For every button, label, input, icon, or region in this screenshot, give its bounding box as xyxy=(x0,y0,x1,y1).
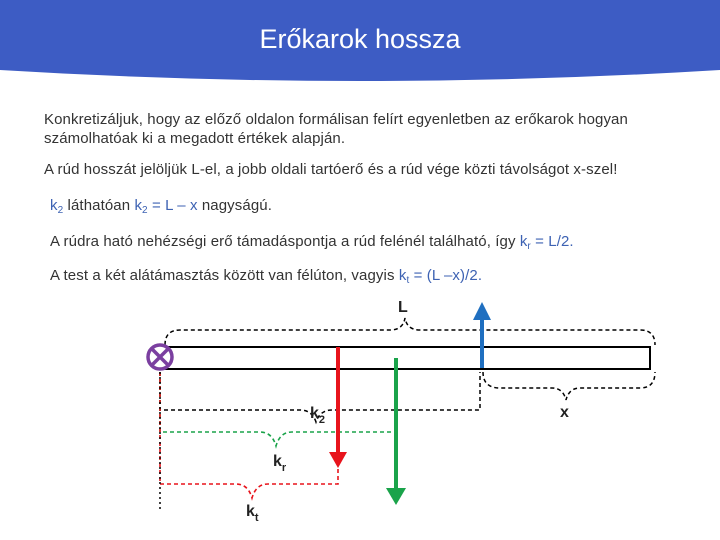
paragraph-kt: A test a két alátámasztás között van félúton, vagyis $k_t = (L$ –x)/2. xyxy=(50,267,483,286)
brace-kt xyxy=(160,372,338,498)
brace-kr xyxy=(160,372,396,446)
arrow-rod-gravity-head xyxy=(386,488,406,505)
label-kr: $k_r$ xyxy=(273,453,287,474)
pivot-cross-circle-icon xyxy=(148,345,172,369)
arrow-test-weight-head xyxy=(329,452,347,468)
label-L: L xyxy=(398,299,408,316)
paragraph-intro: Konkretizáljuk, hogy az előző oldalon formálisan felírt egyenletben az erőkarok hogyan számolhatóak ki a megadott értékek alapján. xyxy=(44,111,628,147)
arrow-support-head xyxy=(473,302,491,320)
paragraph-kr: A rúdra ható nehézségi erő támadáspontja a rúd felénél található, így $k_r = L/2$. xyxy=(50,233,574,252)
label-k2: $k_2$ xyxy=(310,405,326,426)
paragraph-definitions: A rúd hosszát jelöljük L-el, a jobb oldali tartóerő és a rúd vége közti távolságot x-szel! xyxy=(44,161,618,178)
label-x: x xyxy=(560,404,569,421)
label-kt: $k_t$ xyxy=(246,503,259,524)
paragraph-k2: $k_2$ láthatóan $k_2 = L - x$ nagyságú. xyxy=(50,197,272,216)
brace-L xyxy=(165,318,655,345)
rod xyxy=(160,347,650,369)
brace-x xyxy=(483,372,655,400)
page-title: Erőkarok hossza xyxy=(259,24,461,54)
